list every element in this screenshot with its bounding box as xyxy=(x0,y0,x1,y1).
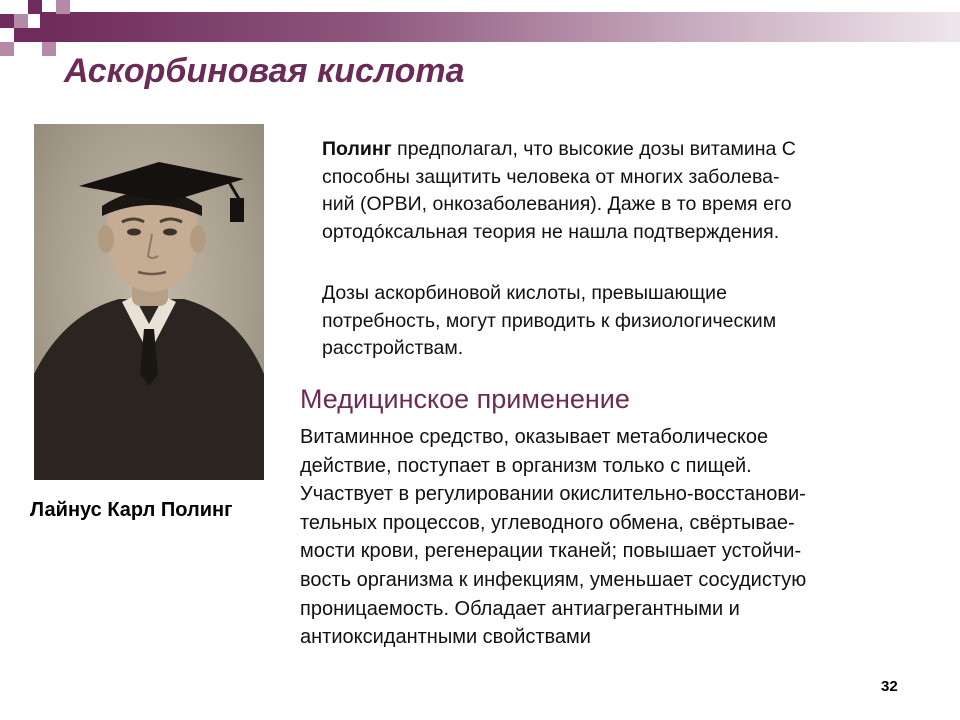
decor-square xyxy=(42,42,56,56)
text-line: Участвует в регулировании окислительно-восстанови- xyxy=(300,483,806,506)
portrait-photo xyxy=(34,124,264,480)
text-line: ортодóксальная теория не нашла подтверждения. xyxy=(322,220,780,243)
paragraph-medical-use xyxy=(300,423,940,652)
decor-square xyxy=(0,14,14,28)
page-number: 32 xyxy=(881,678,898,695)
decor-square xyxy=(28,0,42,14)
portrait-illustration xyxy=(34,124,264,480)
decor-square xyxy=(14,28,28,42)
decor-square xyxy=(0,42,14,56)
text-line: потребность, могут приводить к физиологическим xyxy=(322,309,777,332)
text-line: Витаминное средство, оказывает метаболическое xyxy=(300,426,769,448)
text-line: способны защитить человека от многих заболева- xyxy=(322,165,780,188)
header-gradient-band xyxy=(40,12,960,42)
section-heading-medical-use: Медицинское применение xyxy=(300,384,630,414)
text-line: предполагал, что высокие дозы витамина С xyxy=(391,138,796,160)
text-line: мости крови, регенерации тканей; повышает устойчи- xyxy=(300,540,802,563)
text-line: ний (ОРВИ, онкозаболевания). Даже в то время его xyxy=(322,193,792,215)
text-line: расстройствам. xyxy=(322,337,464,359)
text-line: антиоксидантными свойствами xyxy=(300,626,591,649)
decor-square xyxy=(14,14,28,28)
text-line: тельных процессов, углеводного обмена, свёртывае- xyxy=(300,511,795,534)
paragraph-overdose xyxy=(322,280,922,363)
text-line: вость организма к инфекциям, уменьшает сосудистую xyxy=(300,568,807,591)
decor-square xyxy=(28,28,42,42)
decor-square xyxy=(56,0,70,14)
portrait-caption: Лайнус Карл Полинг xyxy=(30,499,233,521)
text-line: проницаемость. Обладает антиагрегантными и xyxy=(300,597,740,620)
slide-title: Аскорбиновая кислота xyxy=(64,52,465,90)
paragraph-pauling-hypothesis xyxy=(322,136,922,246)
bold-name: Полинг xyxy=(322,138,392,160)
text-line: действие, поступает в организм только с пищей. xyxy=(300,454,752,477)
text-line: Дозы аскорбиновой кислоты, превышающие xyxy=(322,282,727,304)
